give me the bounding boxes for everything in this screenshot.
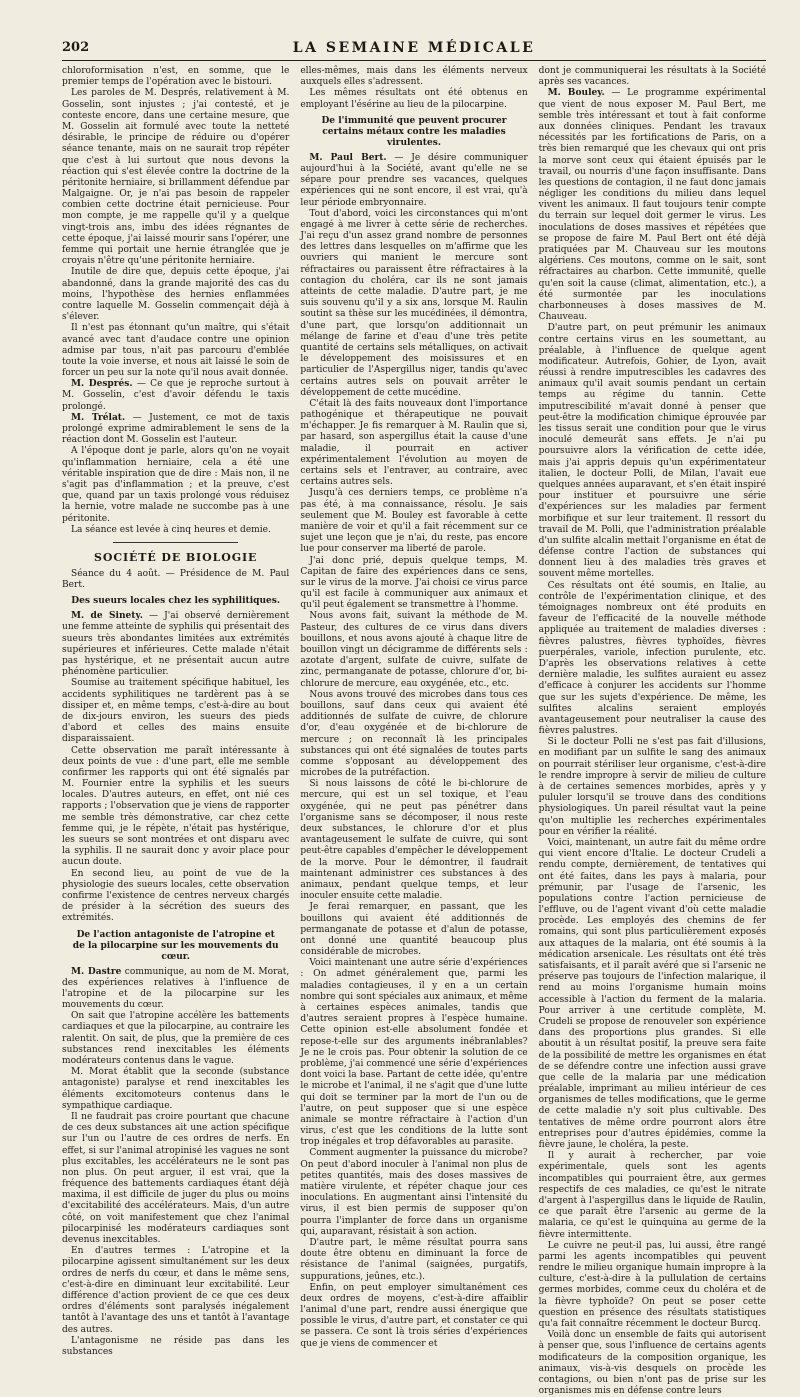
paragraph: Le cuivre ne peut-il pas, lui aussi, être rangé parmi les agents incompatibles qui peuvent rendre le milieu organique humain impropre à la culture, c'est-à-dire à la pullulation de certains germes morbides, comme ceux du choléra et de la fièvre typhoïde? On peut se poser cette question en présence des résultats statistiques qu'a fait connaître récemment le docteur Burcq. [538,1240,766,1329]
paragraph: Inutile de dire que, depuis cette époque, j'ai abandonné, dans la grande majorité des cas du moins, l'hypothèse des hernies enflammées contre laquelle M. Gosselin commençait déjà à s'élever. [62,267,290,323]
paragraph [62,379,289,413]
paragraph: Je ferai remarquer, en passant, que les bouillons qui avaient été additionnés de permanganate de potasse et d'alun de potasse, ont donné une quantité beaucoup plus considérable de microbes. [300,902,528,958]
paragraph: chloroformisation n'est, en somme, que le premier temps de l'opération avec le bistouri. [62,66,290,88]
paragraph: Si nous laissons de côté le bi-chlorure de mercure, qui est un sel toxique, et l'eau oxygénée, qui ne peut pas pénétrer dans l'organisme sans se décomposer, il nous reste deux substances, le chlorure d'or et plus avantageusement le sulfate de cuivre, qui sont peut-être capables d'empêcher le développement de la morve. Pour le démontrer, il faudrait maintenant administrer ces substances à des animaux, pendant quelque temps, et leur inoculer ensuite cette maladie. [300,779,528,902]
paragraph: Enfin, on peut employer simultanément ces deux ordres de moyens, c'est-à-dire affaiblir l'animal d'une part, rendre aussi énergique que possible le virus, d'autre part, et constater ce qui se passera. Ce sont là trois séries d'expériences que je viens de commencer et [300,1282,528,1349]
page-header [62,38,766,61]
paragraph: Cette observation me paraît intéressante à deux points de vue : d'une part, elle me semble confirmer les rapports qui ont été signalés par M. Fournier entre la syphilis et les sueurs locales. D'autres auteurs, en effet, ont nié ces rapports ; l'observation que je viens de rapporter me semble très démonstrative, car chez cette femme qui, je le répète, n'était pas hystérique, les sueurs se sont montrées et ont disparu avec la syphilis. Il ne saurait donc y avoir place pour aucun doute. [62,745,290,868]
paragraph: J'ai donc prié, depuis quelque temps, M. Capitan de faire des expériences dans ce sens, sur le virus de la morve. J'ai choisi ce virus parce qu'il est facile à communiquer aux animaux et qu'il peut également se transmettre à l'homme. [300,555,528,611]
paragraph [539,88,766,323]
session-line: Séance du 4 août. — Présidence de M. Paul Bert. [62,568,290,591]
subsection-title: De l'immunité que peuvent procurer certains métaux contre les maladies virulentes. [321,115,507,148]
speaker-name: M. Després. [71,379,133,390]
subsection-title: De l'action antagoniste de l'atropine et de la pilocarpine sur les mouvements du cœur. [72,929,279,962]
paragraph: Jusqu'à ces derniers temps, ce problème n'a pas été, à ma connaissance, résolu. Je sais seulement que M. Bouley est favorable à cette manière de voir et qu'il a fait récemment sur ce sujet une leçon que je n'ai, du reste, pas encore lue pour conserver ma liberté de parole. [300,488,528,555]
paragraph: Il n'est pas étonnant qu'un maître, qui s'était avancé avec tant d'audace contre une opinion admise par tous, n'ait pas parcouru d'emblée toute la voie inverse, et nous ait laissé le soin de forcer un peu sur la note qu'il nous avait donnée. [62,323,290,379]
paragraph: Les paroles de M. Després, relativement à M. Gosselin, sont injustes ; j'ai contesté, et je conteste encore, dans une certaine mesure, que M. Gosselin ait formulé avec toute la netteté désirable, le principe de réduire ou d'opérer séance tenante, mais on ne saurait trop répéter que c'est à lui surtout que nous devons la réaction qui s'est élevée contre la doctrine de la péritonite herniaire, si brillamment défendue par Malgaigne. Or, je n'ai pas besoin de rappeler combien cette doctrine était pernicieuse. Pour mon compte, je me rappelle qu'il y a quelque vingt-trois ans, imbu des idées régnantes de cette époque, j'ai laissé mourir sans l'opérer, une femme qui portait une hernie étranglée que je croyais n'être qu'une péritonite herniaire. [62,88,290,267]
paragraph: L'antagonisme ne réside pas dans les substances [62,1335,290,1357]
speaker-name: M. Dastre [71,966,122,977]
page-number: 202 [62,40,90,55]
paragraph: Voici maintenant une autre série d'expériences : On admet généralement que, parmi les maladies contagieuses, il y en a un certain nombre qui sont spéciales aux animaux, et même à certaines espèces animales, tandis que d'autres seraient propres à l'espèce humaine. Cette opinion est-elle absolument fondée et repose-t-elle sur des arguments inébranlables? Je ne le crois pas. Pour obtenir la solution de ce problème, j'ai commencé une série d'expériences dont voici la base. Partant de cette idée, qu'entre le microbe et l'animal, il ne s'agit que d'une lutte qui doit se terminer par la mort de l'un ou de l'autre, on peut supposer que si une espèce animale se montre réfractaire à l'action d'un virus, c'est que les conditions de la lutte sont trop inégales et trop défavorables au parasite. [300,958,528,1148]
column-left [62,66,290,1357]
section-title: SOCIÉTÉ DE BIOLOGIE [94,550,258,564]
speaker-name: M. de Sinety. [71,611,143,622]
paragraph: On sait que l'atropine accélère les battements cardiaques et que la pilocarpine, au contraire les ralentit. On sait, de plus, que la première de ces substances rend inexcitables les éléments modérateurs contenus dans le vague. [62,1011,290,1066]
paragraph: Soumise au traitement spécifique habituel, les accidents syphilitiques ne tardèrent pas à se dissiper et, en même temps, c'est-à-dire au bout de dix-jours environ, les sueurs des pieds d'abord et celles des mains ensuite disparaissaient. [62,678,290,745]
paragraph [62,413,289,447]
paragraph [62,611,289,678]
paragraph: D'autre part, le même résultat pourra sans doute être obtenu en diminuant la force de résistance de l'animal (saignées, purgatifs, suppurations, jeûnes, etc.). [300,1237,528,1282]
paragraph: Il y aurait à rechercher, par voie expérimentale, quels sont les agents incompatibles qui pourraient être, aux germes respectifs de ces maladies, ce qu'est le nitrate d'argent à l'aspergillus dans le liquide de Raulin, ce que paraît être l'arsenic au germe de la malaria, ce qu'est le quinquina au germe de la fièvre intermittente. [538,1151,766,1240]
paragraph: M. Morat établit que la seconde (substance antagoniste) paralyse et rend inexcitables les éléments excitomoteurs contenus dans le sympathique cardiaque. [62,1067,290,1111]
paragraph: En d'autres termes : L'atropine et la pilocarpine agissent simultanément sur les deux ordres de nerfs du cœur, et dans le même sens, c'est-à-dire en diminuant leur excitabilité. Leur différence d'action provient de ce que ces deux ordres d'éléments sont paralysés inégalement tantôt à l'avantage des uns et tantôt à l'avantage des autres. [62,1246,290,1335]
paragraph: Tout d'abord, voici les circonstances qui m'ont engagé à me livrer à cette série de recherches. J'ai reçu d'un assez grand nombre de personnes des lettres dans lesquelles on m'affirme que les ouvriers qui manient le mercure sont réfractaires ou paraissent être réfractaires à la contagion du choléra, car ils ne sont jamais atteints de cette maladie. D'autre part, je me suis souvenu qu'il y a six ans, lorsque M. Raulin soutint sa thèse sur les mucédinées, il démontra, d'une part, que lorsqu'on additionnait un mélange de farine et d'eau d'une très petite quantité de certains sels métalliques, on activait le développement des moisissures et en particulier de l'Aspergillus niger, tandis qu'avec certains autres sels on pouvait arrêter le développement de cette mucédine. [300,208,528,398]
paragraph: Les mêmes résultats ont été obtenus en employant l'ésérine au lieu de la pilocarpine. [300,88,528,110]
paragraph: Comment augmenter la puissance du microbe? On peut d'abord inoculer à l'animal non plus de petites quantités, mais des doses massives de matière virulente, et répéter chaque jour ces inoculations. En augmentant ainsi l'intensité du virus, il est bien permis de supposer qu'on pourra l'implanter de force dans un organisme qui, auparavant, résistait à son action. [300,1148,528,1237]
paragraph: Nous avons fait, suivant la méthode de M. Pasteur, des cultures de ce virus dans divers bouillons, et nous avons ajouté à chaque litre de bouillon vingt un décigramme de différents sels : azotate d'argent, sulfate de cuivre, sulfate de zinc, permanganate de potasse, chlorure d'or, bi-chlorure de mercure, eau oxygénée, etc., etc. [300,611,528,689]
paragraph: Il ne faudrait pas croire pourtant que chacune de ces deux substances ait une action spécifique sur l'un ou l'autre de ces ordres de nerfs. En effet, si sur l'animal atropinisé les vagues ne sont plus excitables, les accélérateurs ne le sont pas non plus. On peut arguer, il est vrai, que la fréquence des battements cardiaques étant déjà maxima, il est difficile de juger du plus ou moins d'excitabilité des accélérateurs. Mais, d'un autre côté, on voit manifestement que chez l'animal pilocarpinisé les modérateurs cardiaques sont devenus inexcitables. [62,1111,290,1245]
section-divider [113,542,238,543]
paragraph: La séance est levée à cinq heures et demie. [71,524,271,535]
paragraph: dont je communiquerai les résultats à la Société après ses vacances. [538,66,766,88]
speech-text: — Justement, ce mot de taxis prolongé exprime admirablement le sens de la réaction dont M. Gosselin est l'auteur. [62,412,290,446]
speech-text: — Ce que je reproche surtout à M. Gosselin, c'est d'avoir défendu le taxis prolongé. [62,379,290,412]
paragraph [62,967,289,1012]
speaker-name: M. Paul Bert. [309,152,387,163]
paragraph: Voilà donc un ensemble de faits qui autorisent à penser que, sous l'influence de certains agents modificateurs de la composition organique, les animaux, vis-à-vis desquels on procède les contagions, ou bien n'ont pas de prise sur les organismes mis en défense contre leurs [538,1330,766,1397]
paragraph: Si le docteur Polli ne s'est pas fait d'illusions, en modifiant par un sulfite le sang des animaux on pourrait stériliser leur organisme, c'est-à-dire le rendre impropre à servir de milieu de culture à de certaines semences morbides, après y y pululer lorsqu'il se trouve dans des conditions physiologiques. Un pareil résultat vaut la peine qu'on multiplie les recherches expérimentales pour en vérifier la réalité. [538,737,766,837]
paragraph [300,153,527,209]
paragraph: Voici, maintenant, un autre fait du même ordre qui vient encore d'Italie. Le docteur Crudeli a rendu compte, dernièrement, de tentatives qui ont été faites, dans les pays à malaria, pour prémunir, par l'usage de l'arsenic, les populations contre l'action pernicieuse de l'effluve, ou de l'agent vivant d'où cette maladie procède. Les employés des chemins de fer romains, qui sont plus particulièrement exposés aux attaques de la malaria, ont été soumis à la médication arsenicale. Les résultats ont été très satisfaisants, et il paraît avéré que si l'arsenic ne préserve pas toujours de l'infection malarique, il rend au moins l'organisme humain moins accessible à l'action du ferment de la malaria. Pour arriver à une certitude complète, M. Crudeli se propose de renouveler son expérience dans des proportions plus grandes. Si elle aboutit à un résultat positif, la preuve sera faite de la possibilité de mettre les organismes en état de se défendre contre une infection aussi grave que celle de la malaria par une médication préalable, imprimant au milieu intérieur de ces organismes de telles modifications, que le germe de cette maladie n'y soit plus cultivable. Des tentatives de même ordre pourront alors être entreprises pour d'autres épidémies, comme la fièvre jaune, le choléra, la peste. [538,837,766,1150]
subsection-title: Des sueurs locales chez les syphilitiques. [71,596,281,607]
speech-text: — Je désire communiquer aujourd'hui à la Société, avant qu'elle ne se sépare pour prendre ses vacances, quelques expériences qui ne sont encore, il est vrai, qu'à leur période embryonnaire. [300,152,528,208]
paragraph: Nous avons trouvé des microbes dans tous ces bouillons, sauf dans ceux qui avaient été additionnés de sulfate de cuivre, de chlorure d'or, d'eau oxygénée et de bi-chlorure de mercure ; on reconnaît là les principales substances qui ont été signalées de toutes parts comme s'opposant au développement des microbes de la putréfaction. [300,689,528,779]
journal-title: LA SEMAINE MÉDICALE [292,40,536,56]
speech-text: — J'ai observé dernièrement une femme atteinte de syphilis qui présentait des sueurs très abondantes limitées aux extrémités supérieures et inférieures. Cette malade n'était pas hystérique, et ne présentait aucun autre phénomène particulier. [62,611,290,678]
paragraph: Ces résultats ont été soumis, en Italie, au contrôle de l'expérimentation clinique, et des témoignages nombreux ont été produits en faveur de l'efficacité de la nouvelle méthode appliquée au traitement de maladies diverses : fièvres palustres, fièvres typhoïdes, fièvres puerpérales, variole, infection purulente, etc. D'après les observations relatives à cette dernière maladie, les sulfites auraient eu assez d'efficace à conjurer les accidents sur l'homme que sur les sujets d'expérience. De même, les sulfites alcalins seraient employés avantageusement pour neutraliser la cause des fièvres palustres. [538,580,766,737]
column-right [538,66,766,1397]
speech-text: communique, au nom de M. Morat, des expériences relatives à l'influence de l'atropine et de la pilocarpine sur les mouvements du cœur. [62,966,290,1011]
speech-text: — Le programme expérimental que vient de nous exposer M. Paul Bert, me semble très intéressant et tout à fait conforme aux données cliniques. Pendant les travaux nécessités par les fortifications de Paris, on a très bien remarqué que les chevaux qui ont pris la morve sont ceux qui étaient épuisés par le travail, ou nourris d'une façon insuffisante. Dans les questions de contagion, il ne faut donc jamais négliger les conditions du milieu dans lequel vivent les animaux. Il faut toujours tenir compte du terrain sur lequel doit germer le virus. Les inoculations de doses massives et répétées que se propose de faire M. Paul Bert ont été déjà pratiquées par M. Chauveau sur les moutons algériens. Ces moutons, comme on le sait, sont réfractaires au charbon. Cette immunité, quelle qu'en soit la cause (climat, alimentation, etc.), a été surmontée par les inoculations charbonneuses à doses massives de M. Chauveau. [538,88,766,323]
column-middle [300,66,528,1349]
text-columns [62,66,766,1397]
speaker-name: M. Bouley. [547,88,605,99]
paragraph: elles-mêmes, mais dans les éléments nerveux auxquels elles s'adressent. [300,66,528,88]
paragraph: En second lieu, au point de vue de la physiologie des sueurs locales, cette observation confirme l'existence de centres nerveux chargés de présider à la sécrétion des sueurs des extrémités. [62,868,290,924]
paragraph: C'était là des faits nouveaux dont l'importance pathogénique et thérapeutique ne pouvait m'échapper. Je fis remarquer à M. Raulin que si, par hasard, son aspergillus était la cause d'une maladie, il pourrait en activer expérimentalement l'évolution au moyen de certains sels et l'entraver, au contraire, avec certains autres sels. [300,398,528,488]
speaker-name: M. Trélat. [71,412,126,423]
paragraph: D'autre part, on peut prémunir les animaux contre certains virus en les soumettant, au préalable, à l'influence de quelque agent modificateur. Autrefois, Gohier, de Lyon, avait réussi à rendre imputrescibles les cadavres des animaux qu'il avait soumis pendant un certain temps au régime du tannin. Cette imputrescibilité m'avait donné à penser que peut-être la modification chimique éprouvée par les tissus serait une condition pour que le virus inoculé demeurât sans effets. Je n'ai pu poursuivre alors la vérification de cette idée, mais j'ai appris depuis qu'un expérimentateur italien, le docteur Polli, de Milan, l'avait eue quelques années auparavant, et s'en était inspiré pour instituer et poursuivre une série d'expériences sur les maladies par ferment morbifique et sur leur traitement. Il ressort du travail de M. Polli, que l'administration préalable d'un sulfite alcalin mettait l'organisme en état de défense contre l'action de substances qui donnent lieu à des maladies très graves et souvent même mortelles. [538,323,766,580]
paragraph: A l'époque dont je parle, alors qu'on ne voyait qu'inflammation herniaire, cela a été une véritable inspiration que de dire : Mais non, il ne s'agit pas d'inflammation ; et la preuve, c'est que, quand par un taxis prolongé vous réduisez la hernie, votre malade ne succombe pas à une péritonite. [62,446,290,524]
